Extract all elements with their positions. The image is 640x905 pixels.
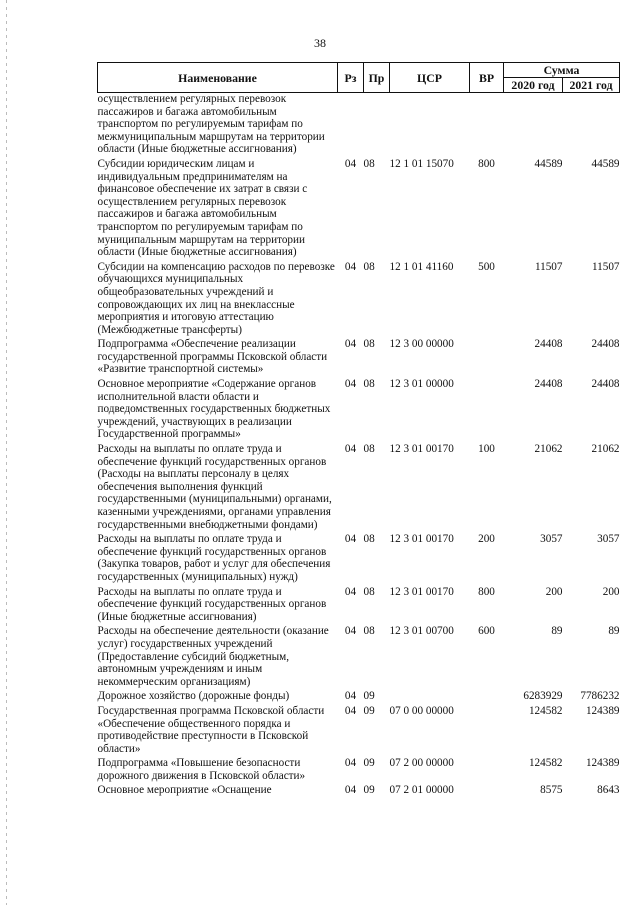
cell-name: Расходы на выплаты по оплате труда и обеспечение функций государственных органов (Закупка товаров, работ и услуг для обеспечения государственных (муниципальных) нужд)	[97, 533, 331, 583]
cell-pr: 08	[363, 338, 375, 351]
cell-pr	[364, 93, 390, 158]
cell-name: осуществлением регулярных перевозок пассажиров и багажа автомобильным транспортом по регулируемым тарифам по межмуниципальным маршрутам на территории области (Иные бюджетные ассигнования)	[97, 93, 325, 156]
header-sum: Сумма	[504, 63, 620, 78]
table-row	[98, 784, 620, 799]
table-row	[98, 533, 620, 585]
cell-y1: 21062	[534, 443, 563, 456]
cell-name: Расходы на выплаты по оплате труда и обеспечение функций государственных органов (Иные бюджетные ассигнования)	[97, 585, 327, 623]
cell-y1: 8575	[540, 784, 563, 797]
cell-pr: 08	[363, 585, 375, 598]
header-csr: ЦСР	[390, 63, 470, 93]
cell-name: Расходы на обеспечение деятельности (оказание услуг) государственных учреждений (Предоставление субсидий бюджетным, автономным учреждениям и иным некоммерческим организациям)	[97, 625, 329, 688]
cell-name: Дорожное хозяйство (дорожные фонды)	[97, 690, 290, 703]
cell-vr	[470, 705, 504, 757]
table-body	[98, 93, 620, 800]
cell-y2: 44589	[591, 157, 620, 170]
cell-vr	[470, 93, 504, 158]
cell-csr: 12 1 01 15070	[389, 157, 454, 170]
cell-y1: 124582	[528, 704, 563, 717]
cell-rz: 04	[344, 625, 357, 638]
cell-name: Подпрограмма «Обеспечение реализации государственной программы Псковской области «Развитие транспортной системы»	[97, 338, 328, 376]
cell-csr: 07 2 01 00000	[389, 784, 454, 797]
cell-rz: 04	[344, 443, 357, 456]
cell-name: Субсидии юридическим лицам и индивидуальным предпринимателям на финансовое обеспечение их затрат в связи с осуществлением регулярных перевозок пассажиров и багажа автомобильным транспортом по регулируемым тарифам по муниципальным маршрутам на территории области (Иные бюджетные ассигнования)	[97, 157, 308, 259]
cell-y2: 200	[602, 585, 620, 598]
cell-csr: 12 3 01 00170	[389, 533, 454, 546]
cell-y2: 7786232	[580, 690, 620, 703]
cell-pr: 08	[363, 533, 375, 546]
cell-y1: 200	[545, 585, 563, 598]
cell-rz: 04	[344, 757, 357, 770]
cell-name: Государственная программа Псковской области «Обеспечение общественного порядка и противодействие преступности в Псковской области»	[97, 704, 325, 755]
cell-y1	[504, 93, 563, 158]
page-number: 38	[314, 36, 326, 50]
cell-name: Подпрограмма «Повышение безопасности дорожного движения в Псковской области»	[97, 757, 306, 782]
cell-csr	[390, 690, 470, 705]
cell-vr: 600	[478, 625, 495, 638]
cell-csr: 12 3 01 00700	[389, 625, 454, 638]
cell-vr: 500	[478, 260, 495, 273]
cell-rz: 04	[344, 533, 357, 546]
cell-y2: 89	[608, 625, 620, 638]
cell-pr: 09	[363, 757, 375, 770]
cell-y1: 124582	[528, 757, 563, 770]
table-row	[98, 690, 620, 705]
cell-y1: 6283929	[523, 690, 563, 703]
header-pr: Пр	[364, 63, 390, 93]
cell-vr	[470, 757, 504, 784]
cell-y2: 24408	[591, 338, 620, 351]
cell-rz	[338, 93, 364, 158]
cell-csr: 12 1 01 41160	[389, 260, 454, 273]
cell-pr: 08	[363, 260, 375, 273]
table-row	[98, 625, 620, 690]
cell-csr: 12 3 01 00000	[389, 378, 454, 391]
table-row	[98, 261, 620, 339]
cell-csr: 07 2 00 00000	[389, 757, 454, 770]
cell-y2: 124389	[585, 757, 620, 770]
cell-name: Основное мероприятие «Оснащение	[97, 784, 272, 797]
cell-pr: 09	[363, 690, 375, 703]
table-row	[98, 443, 620, 533]
cell-name: Субсидии на компенсацию расходов по перевозке обучающихся муниципальных общеобразовательных учреждений и сопровождающих их лиц на внеклассные мероприятия и итоговую аттестацию (Межбюджетные трансферты)	[97, 260, 335, 336]
cell-rz: 04	[344, 690, 357, 703]
cell-vr: 200	[478, 533, 495, 546]
cell-vr: 800	[478, 157, 495, 170]
table-row	[98, 338, 620, 378]
cell-rz: 04	[344, 585, 357, 598]
cell-vr	[470, 690, 504, 705]
cell-csr: 12 3 00 00000	[389, 338, 454, 351]
table-row	[98, 158, 620, 261]
cell-y2: 11507	[591, 260, 620, 273]
cell-y2	[563, 93, 620, 158]
header-year-2020: 2020 год	[504, 78, 563, 93]
cell-y2: 24408	[591, 378, 620, 391]
cell-name: Основное мероприятие «Содержание органов исполнительной власти области и подведомственных государственных бюджетных учреждений, участвующих в реализации Государственной программы»	[97, 378, 331, 441]
cell-rz: 04	[344, 260, 357, 273]
header-year-2021: 2021 год	[563, 78, 620, 93]
cell-pr: 09	[363, 784, 375, 797]
cell-rz: 04	[344, 784, 357, 797]
cell-vr: 100	[478, 443, 495, 456]
cell-vr: 800	[478, 585, 495, 598]
table-row	[98, 586, 620, 626]
cell-y2: 3057	[597, 533, 620, 546]
cell-vr	[470, 784, 504, 799]
cell-pr: 09	[363, 704, 375, 717]
table-row	[98, 378, 620, 443]
cell-rz: 04	[344, 704, 357, 717]
cell-y1: 24408	[534, 378, 563, 391]
cell-rz: 04	[344, 157, 357, 170]
cell-vr	[470, 338, 504, 378]
cell-csr: 07 0 00 00000	[389, 704, 454, 717]
cell-rz: 04	[344, 378, 357, 391]
budget-table	[97, 62, 620, 799]
cell-y2: 8643	[597, 784, 620, 797]
header-name: Наименование	[98, 63, 338, 93]
cell-y1: 24408	[534, 338, 563, 351]
cell-y2: 124389	[585, 704, 620, 717]
cell-pr: 08	[363, 157, 375, 170]
cell-csr	[390, 93, 470, 158]
scan-edge-line	[6, 0, 7, 905]
cell-name: Расходы на выплаты по оплате труда и обеспечение функций государственных органов (Расходы на выплаты персоналу в целях обеспечения выполнения функций государственными (муниципальными) органами, казенными учреждениями, органами управления государственными внебюджетными фондами)	[97, 443, 332, 531]
cell-y1: 11507	[534, 260, 563, 273]
cell-csr: 12 3 01 00170	[389, 585, 454, 598]
table-row	[98, 757, 620, 784]
cell-rz: 04	[344, 338, 357, 351]
cell-vr	[470, 378, 504, 443]
cell-y1: 89	[551, 625, 563, 638]
cell-pr: 08	[363, 443, 375, 456]
header-vr: ВР	[470, 63, 504, 93]
cell-pr: 08	[363, 625, 375, 638]
cell-y1: 44589	[534, 157, 563, 170]
cell-y1: 3057	[540, 533, 563, 546]
header-rz: Рз	[338, 63, 364, 93]
cell-csr: 12 3 01 00170	[389, 443, 454, 456]
cell-pr: 08	[363, 378, 375, 391]
table-row	[98, 93, 620, 158]
table-row	[98, 705, 620, 757]
cell-y2: 21062	[591, 443, 620, 456]
